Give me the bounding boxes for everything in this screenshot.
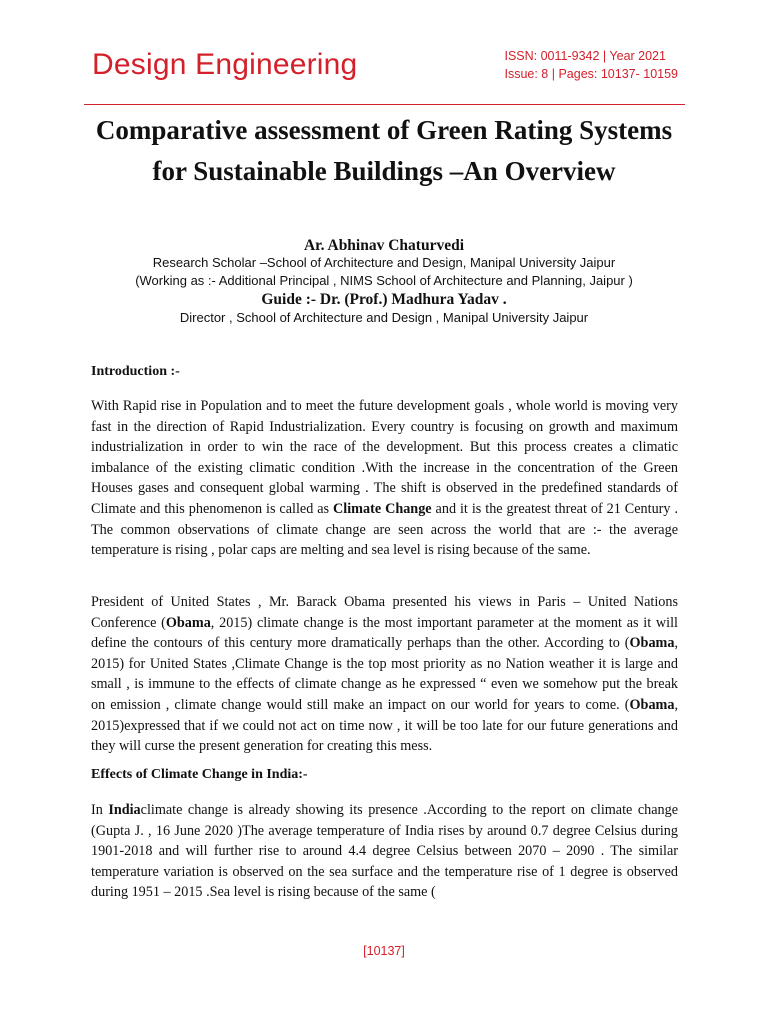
author-name: Ar. Abhinav Chaturvedi <box>303 237 465 254</box>
effects-paragraph-1: In Indiaclimate change is already showing its presence .According to the report on climate change (Gupta J. , 16 June 2020 )The average temperature of India rises by around 0.7 degree Celsius during 1901-2018 and will further rise to around 4.4 degree Celsius between 2070 – 2090 . The similar temperature variation is observed on the sea surface and the temperature rise of 1 degree is observed during 1951 – 2015 .Sea level is rising because of the same ( <box>91 802 678 901</box>
india-term: India <box>108 802 141 818</box>
issn-block <box>504 47 678 83</box>
issue-line: Issue: 8 | Pages: 10137- 10159 <box>504 67 678 81</box>
article-title: Comparative assessment of Green Rating Systems for Sustainable Buildings –An Overview <box>95 115 673 186</box>
author-affiliation-2: (Working as :- Additional Principal , NIMS School of Architecture and Planning, Jaipur ) <box>135 273 633 288</box>
author-affiliation-1: Research Scholar –School of Architecture and Design, Manipal University Jaipur <box>152 255 616 270</box>
guide-name: Guide :- Dr. (Prof.) Madhura Yadav . <box>261 291 507 308</box>
introduction-heading: Introduction :- <box>91 364 180 379</box>
climate-change-term: Climate Change <box>333 500 432 517</box>
journal-name: Design Engineering <box>92 48 358 81</box>
issn-line: ISSN: 0011-9342 | Year 2021 <box>504 49 666 63</box>
effects-heading: Effects of Climate Change in India:- <box>91 767 308 782</box>
header-divider <box>84 104 685 105</box>
guide-affiliation: Director , School of Architecture and Design , Manipal University Jaipur <box>179 310 589 325</box>
intro-paragraph-2: President of United States , Mr. Barack Obama presented his views in Paris – United Nations Conference (Obama, 2015) climate change is the most important parameter at the moment as it will define the contours of this century more dramatically perhaps than the other. According to (Obama, 2015) for United States ,Climate Change is the top most priority as no Nation weather it is large and small , is immune to the effects of climate change as he expressed “ even we somehow put the break on emission , climate change would still make an impact on our world for years to come. (Obama, 2015)expressed that if we could not act on time now , it will be too late for our future generations and they will curse the present generation for creating this mess. <box>91 594 678 755</box>
page-number: [10137] <box>363 944 405 958</box>
intro-paragraph-1: With Rapid rise in Population and to meet the future development goals , whole world is moving very fast in the direction of Rapid Industrialization. Every country is focusing on growth and maximum industrialization in order to win the race of the development. But this process creates a climatic imbalance of the existing climatic condition .With the increase in the concentration of the Green Houses gases and consequent global warming . The shift is observed in the predefined standards of Climate and this phenomenon is called as Climate Change and it is the greatest threat of 21 Century . The common observations of climate change are seen across the world that are :- the average temperature is rising , polar caps are melting and sea level is rising because of the same. <box>91 398 679 559</box>
